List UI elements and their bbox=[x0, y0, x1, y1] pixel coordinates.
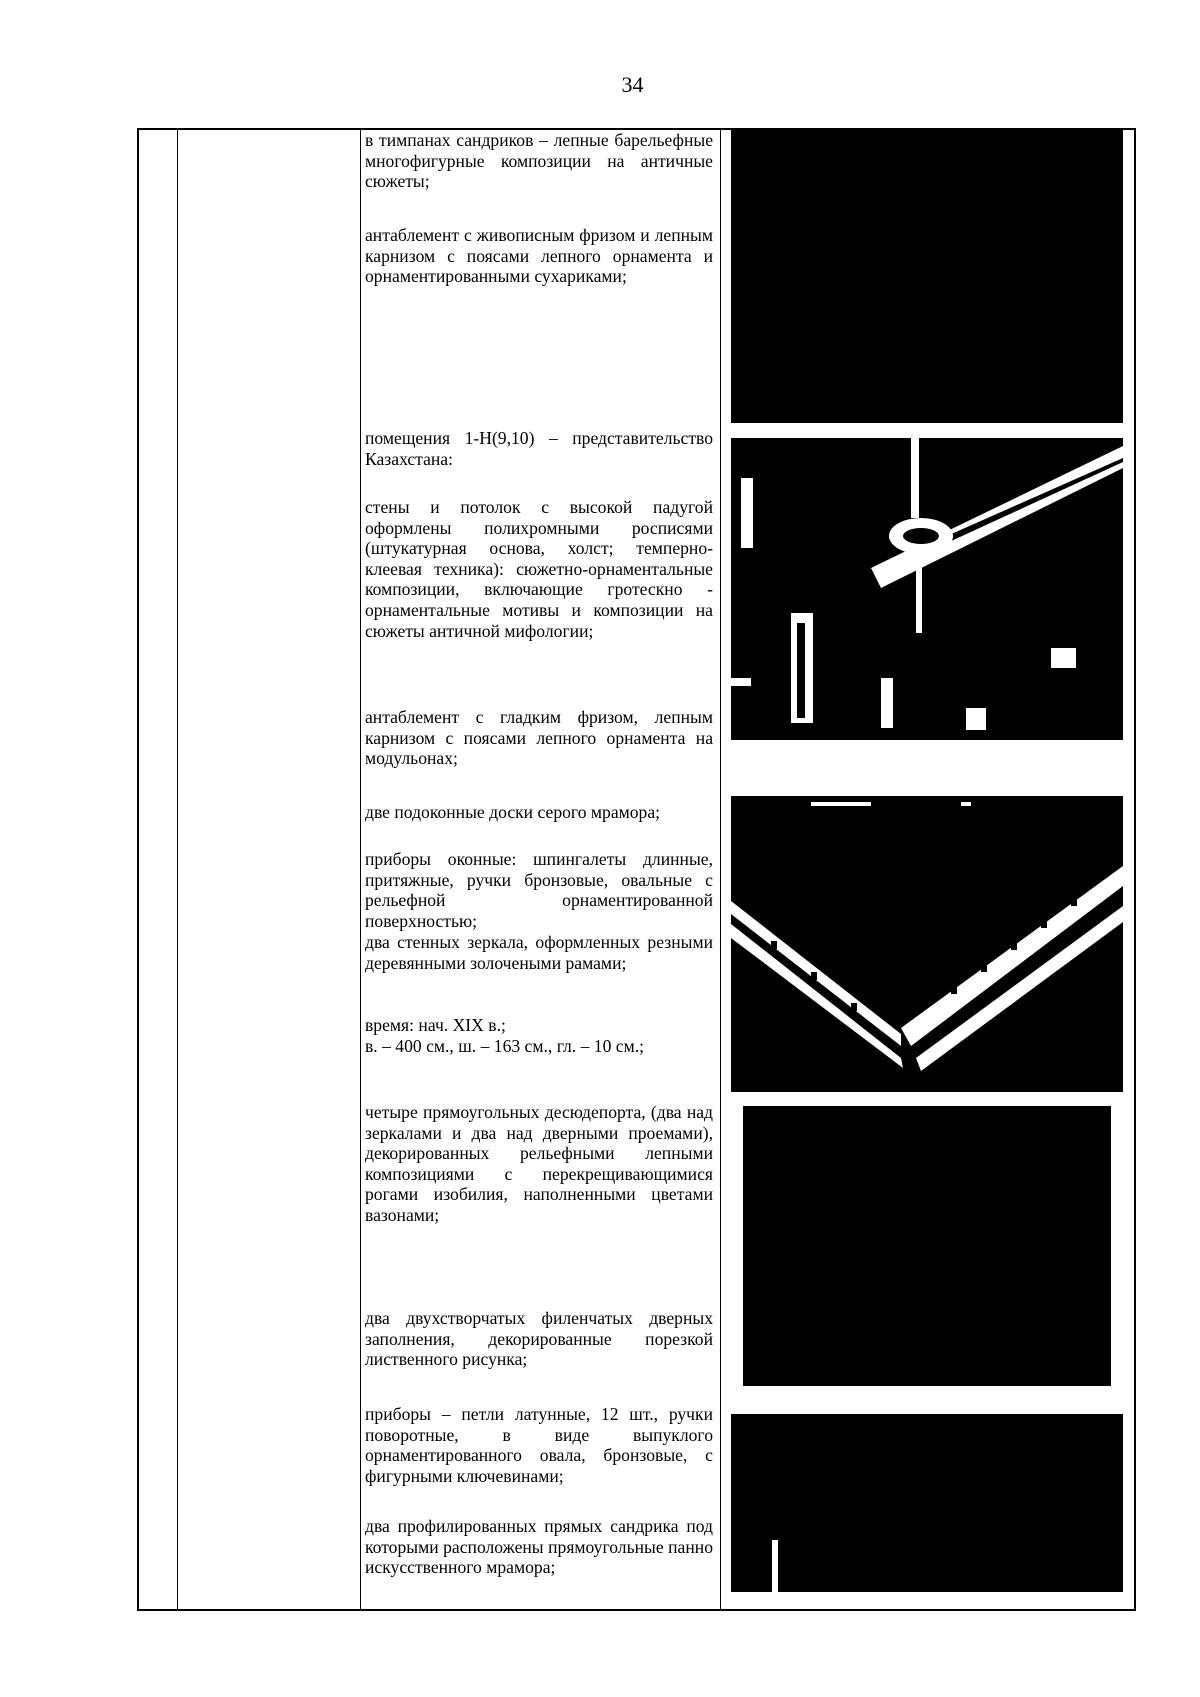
paragraph-overdoors: четыре прямоугольных десюдепорта, (два над зеркалами и два над дверными проемами), декорированных рельефными лепными композициями с перекрещивающимися рогами изобилия, наполненными цветами вазонами; bbox=[365, 1102, 713, 1225]
photo-5 bbox=[731, 1414, 1123, 1592]
column-divider-1 bbox=[177, 128, 178, 1611]
paragraph-dimensions: в. – 400 см., ш. – 163 см., гл. – 10 см.; bbox=[365, 1036, 645, 1056]
paragraph-window-fittings: приборы оконные: шпингалеты длинные, притяжные, ручки бронзовые, овальные с рельефной орнаментированной поверхностью; bbox=[365, 849, 713, 931]
paragraph-rooms-kazakhstan: помещения 1-Н(9,10) – представительство Казахстана: bbox=[365, 428, 713, 469]
paragraph-date: время: нач. XIX в.; bbox=[365, 1015, 506, 1035]
paragraph-door-fittings: приборы – петли латунные, 12 шт., ручки поворотные, в виде выпуклого орнаментированного овала, бронзовые, с фигурными ключевинами; bbox=[365, 1404, 713, 1486]
paragraph-door-leaves: два двухстворчатых филенчатых дверных заполнения, декорированные порезкой лиственного рисунка; bbox=[365, 1308, 713, 1370]
paragraph-window-sills: две подоконные доски серого мрамора; bbox=[365, 802, 661, 822]
ceiling-chandelier-sketch bbox=[731, 438, 1123, 740]
photo-3 bbox=[731, 796, 1123, 1092]
photo-1 bbox=[731, 130, 1123, 423]
photo-4 bbox=[743, 1106, 1111, 1386]
paragraph-tympanum-reliefs: в тимпанах сандриков – лепные барельефные многофигурные композиции на античные сюжеты; bbox=[365, 130, 713, 192]
column-divider-3 bbox=[720, 128, 721, 1611]
photo-2 bbox=[731, 438, 1123, 740]
paragraph-sandriks-panels: два профилированных прямых сандрика под которыми расположены прямоугольные панно искусственного мрамора; bbox=[365, 1516, 713, 1578]
column-divider-2 bbox=[360, 128, 361, 1611]
paragraph-entablature-smooth-frieze: антаблемент с гладким фризом, лепным карнизом с поясами лепного орнамента на модульонах; bbox=[365, 707, 713, 769]
paragraph-wall-mirrors: два стенных зеркала, оформленных резными деревянными золочеными рамами; bbox=[365, 932, 713, 973]
door-panel-sketch bbox=[731, 1414, 1123, 1592]
paragraph-walls-ceiling-paintings: стены и потолок с высокой падугой оформлены полихромными росписями (штукатурная основа, холст; темперно-клеевая техника): сюжетно-орнаментальные композиции, включающие гротескно - орнаментальные мотивы и композиции на сюжеты античной мифологии; bbox=[365, 497, 713, 641]
ceiling-cornice-sketch bbox=[731, 796, 1123, 1092]
paragraph-entablature-painted-frieze: антаблемент с живописным фризом и лепным карнизом с поясами лепного орнамента и орнаментированными сухариками; bbox=[365, 225, 713, 287]
page-number: 34 bbox=[621, 72, 644, 97]
